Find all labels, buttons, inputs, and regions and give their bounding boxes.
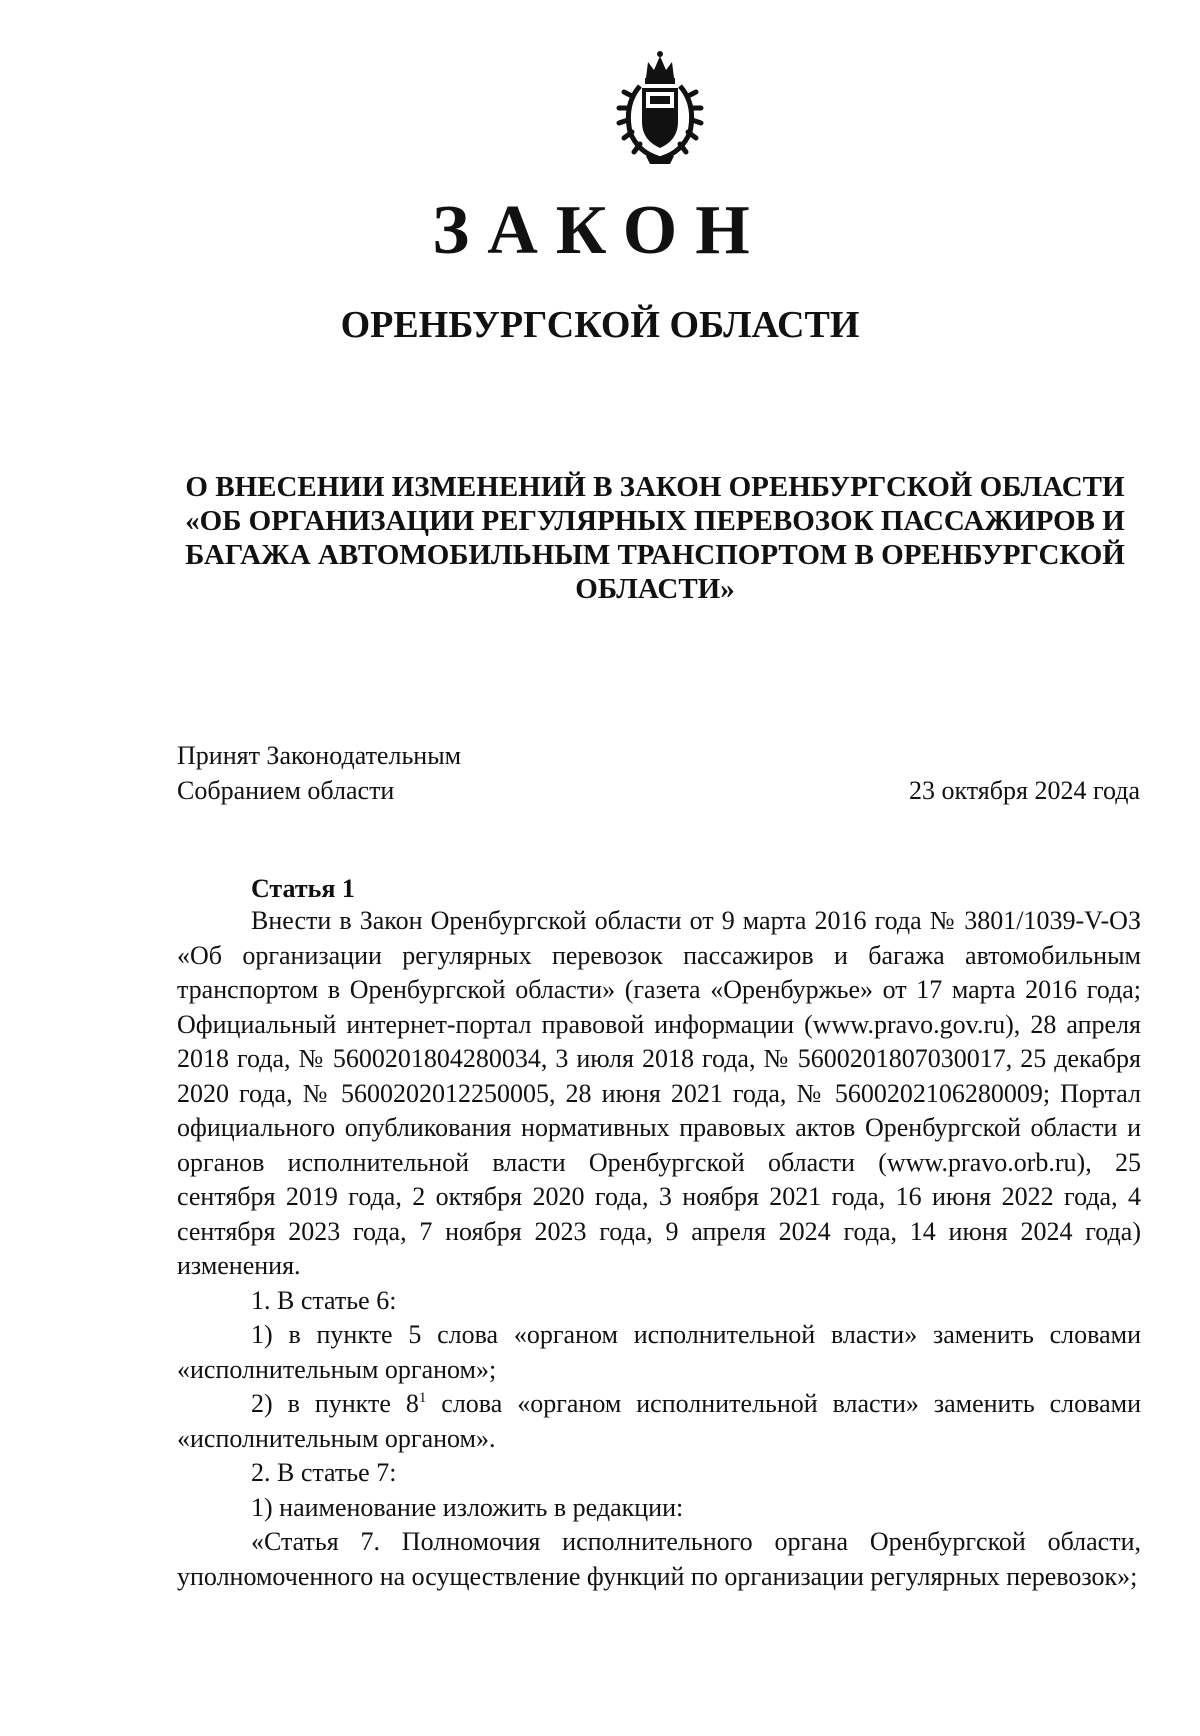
law-title-line: БАГАЖА АВТОМОБИЛЬНЫМ ТРАНСПОРТОМ В ОРЕНБУРГСКОЙ (185, 539, 1125, 571)
superscript-index: 1 (418, 1390, 427, 1406)
body-text-run: слова «органом исполнительной власти» заменить словами «исполнительным органом». (177, 1389, 1141, 1453)
article-body (177, 904, 1141, 1594)
adoption-date: 23 октября 2024 года (909, 776, 1140, 805)
body-paragraph: Внести в Закон Оренбургской области от 9 марта 2016 года № 3801/1039-V-ОЗ «Об организации регулярных перевозок пассажиров и багажа автомобильным транспортом в Оренбургской области» (газета «Оренбуржье» от 17 марта 2016 года; Официальный интернет-портал правовой информации (www.pravo.gov.ru), 28 апреля 2018 года, № 5600201804280034, 3 июля 2018 года, № 5600201807030017, 25 декабря 2020 года, № 5600202012250005, 28 июня 2021 года, № 5600202106280009; Портал официального опубликования нормативных правовых актов Оренбургской области и органов исполнительной власти Оренбургской области (www.pravo.orb.ru), 25 сентября 2019 года, 2 октября 2020 года, 3 ноября 2021 года, 16 июня 2022 года, 4 сентября 2023 года, 7 ноября 2023 года, 9 апреля 2024 года, 14 июня 2024 года) изменения. (177, 906, 1141, 1280)
body-paragraph: 2. В статье 7: (251, 1458, 397, 1487)
document-type-heading: ЗАКОН (432, 192, 768, 269)
adoption-note (177, 738, 461, 808)
article-heading: Статья 1 (251, 874, 355, 903)
body-paragraph: «Статья 7. Полномочия исполнительного органа Оренбургской области, уполномоченного на осуществление функций по организации регулярных перевозок»; (177, 1527, 1141, 1591)
body-text-run: 2) в пункте 8 (251, 1389, 419, 1418)
law-title-line: О ВНЕСЕНИИ ИЗМЕНЕНИЙ В ЗАКОН ОРЕНБУРГСКОЙ ОБЛАСТИ (185, 471, 1125, 503)
body-paragraph: 1) в пункте 5 слова «органом исполнительной власти» заменить словами «исполнительным органом»; (177, 1320, 1141, 1384)
body-paragraph (177, 1387, 1141, 1456)
law-title-line: ОБЛАСТИ» (575, 573, 735, 605)
law-title-line: «ОБ ОРГАНИЗАЦИИ РЕГУЛЯРНЫХ ПЕРЕВОЗОК ПАССАЖИРОВ И (185, 505, 1125, 537)
coat-of-arms-icon (612, 48, 708, 166)
law-title (170, 470, 1140, 606)
body-paragraph: 1) наименование изложить в редакции: (251, 1492, 684, 1522)
body-paragraph: 1. В статье 6: (251, 1285, 397, 1315)
adoption-note-line: Собранием области (177, 776, 395, 805)
adoption-note-line: Принят Законодательным (177, 741, 462, 770)
region-heading: ОРЕНБУРГСКОЙ ОБЛАСТИ (340, 304, 860, 346)
